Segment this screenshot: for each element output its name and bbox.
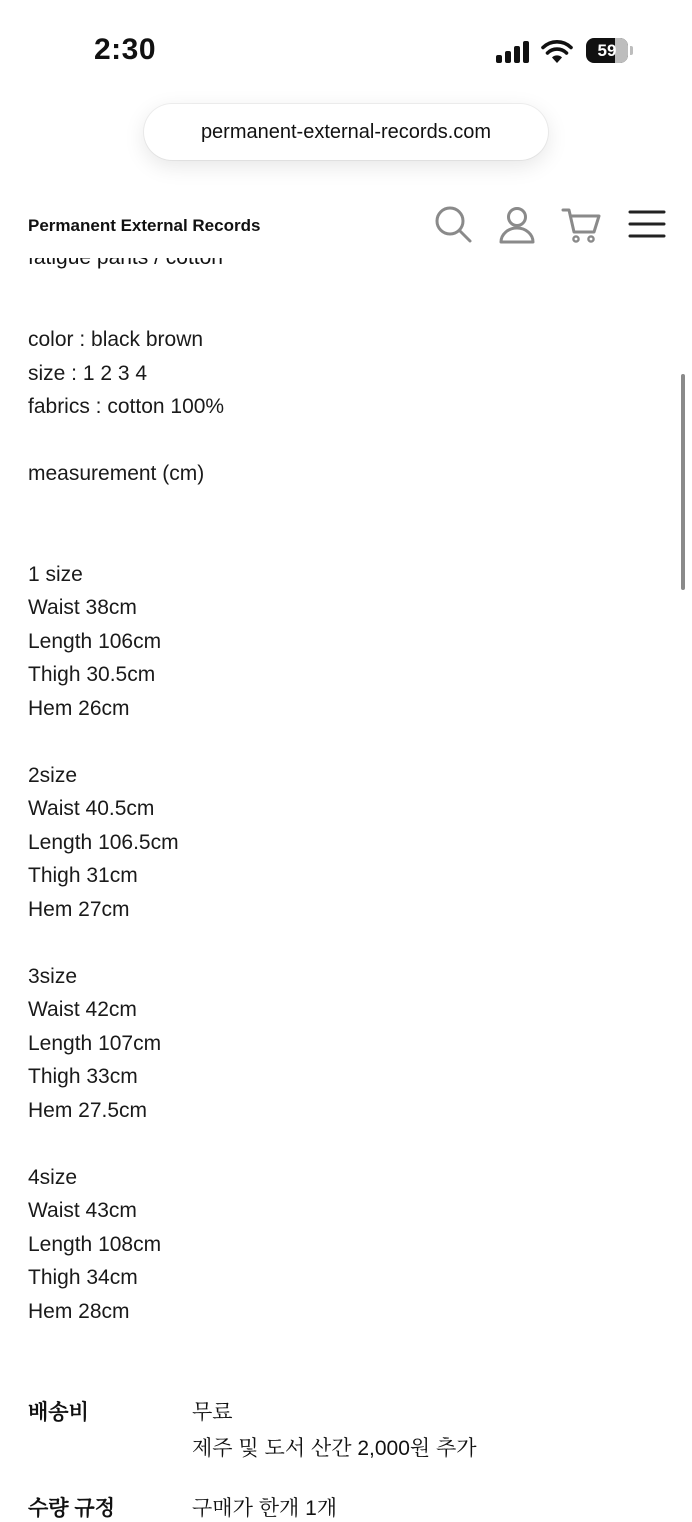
search-icon[interactable] <box>433 204 473 244</box>
description-line: Hem 27.5cm <box>28 1098 148 1122</box>
description-line: Length 106cm <box>28 629 162 653</box>
battery-tip <box>630 46 633 55</box>
description-line: measurement (cm) <box>28 462 205 485</box>
description-line: Waist 43cm <box>28 1199 137 1222</box>
address-bar[interactable] <box>144 104 548 160</box>
description-line: Length 108cm <box>28 1232 162 1256</box>
site-header <box>0 196 692 258</box>
shipping-note: 제주 및 도서 산간 2,000원 추가 <box>192 1437 477 1460</box>
cart-icon[interactable] <box>561 204 601 244</box>
description-line: 3size <box>28 964 78 988</box>
description-line: Hem 26cm <box>28 696 130 720</box>
site-logo[interactable]: Permanent External Records <box>28 216 261 235</box>
page-scrollbar[interactable] <box>681 374 685 590</box>
description-line: Waist 40.5cm <box>28 797 155 820</box>
cellular-signal-icon <box>496 41 532 63</box>
description-line: Waist 42cm <box>28 998 137 1021</box>
description-line: Thigh 33cm <box>28 1065 138 1088</box>
description-line: color : black brown <box>28 328 204 351</box>
wifi-icon <box>541 38 573 64</box>
battery-level: 59 <box>597 40 617 60</box>
quantity-label: 수량 규정 <box>28 1497 115 1520</box>
battery-icon <box>586 38 628 63</box>
partial-text-line <box>28 258 428 286</box>
description-line: Thigh 31cm <box>28 864 138 887</box>
description-line: 1 size <box>28 562 83 586</box>
account-icon[interactable] <box>497 204 537 244</box>
description-line: Length 106.5cm <box>28 830 179 854</box>
menu-icon[interactable] <box>627 204 667 244</box>
quantity-value: 구매가 한개 1개 <box>192 1497 338 1520</box>
description-line: fabrics : cotton 100% <box>28 395 225 418</box>
description-line: size : 1 2 3 4 <box>28 361 148 385</box>
status-bar <box>0 0 692 100</box>
description-line: 2size <box>28 763 78 787</box>
status-time: 2:30 <box>94 33 157 66</box>
description-line: 4size <box>28 1165 78 1189</box>
address-bar-url: permanent-external-records.com <box>200 120 492 143</box>
description-line: Thigh 34cm <box>28 1266 138 1289</box>
description-line: Waist 38cm <box>28 596 137 619</box>
description-line: Length 107cm <box>28 1031 162 1055</box>
description-line: Hem 28cm <box>28 1299 130 1323</box>
shipping-label: 배송비 <box>28 1401 89 1424</box>
description-line: Thigh 30.5cm <box>28 663 156 686</box>
description-line: Hem 27cm <box>28 897 130 921</box>
shipping-value: 무료 <box>192 1401 233 1424</box>
